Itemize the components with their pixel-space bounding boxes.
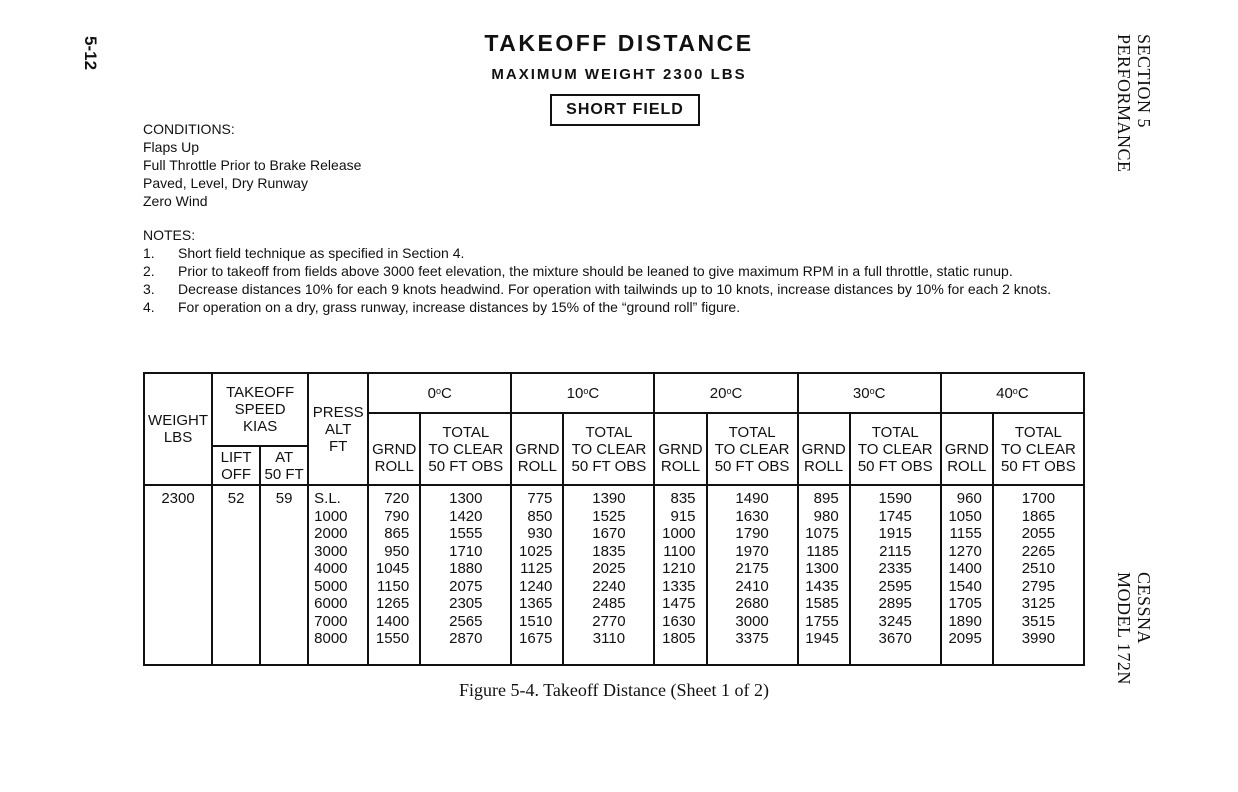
table-value: 1835 [592,542,626,560]
grnd-line1: GRND [372,440,417,458]
grnd-roll-40c-column [941,485,993,665]
temp-value: 30 [852,384,870,402]
table-value: 5000 [314,577,348,595]
table-value: 3110 [592,630,626,647]
table-value: 2565 [449,612,483,630]
temp-value: 0 [427,384,437,402]
table-value: 1915 [878,525,912,542]
field-type-box [550,94,700,126]
total-header [993,413,1084,485]
notes-list [143,244,1093,316]
note-number: 1. [143,245,155,261]
lift-off-speed-cell: 52 [212,485,260,665]
table-value: 895 [813,490,839,507]
grnd-line1: GRND [515,440,560,458]
table-value: 2680 [735,595,769,612]
table-value: 1400 [375,612,410,630]
total-line2: TO CLEAR [714,440,790,458]
table-value: 1745 [878,507,912,525]
table-value: 3125 [1021,595,1056,612]
section-subtitle: PERFORMANCE [1114,34,1134,173]
table-value: 3670 [878,630,912,647]
conditions-block [143,120,361,210]
speed-header-line3: KIAS [243,418,278,436]
total-line2: TO CLEAR [857,440,933,458]
notes-heading: NOTES: [143,227,196,243]
table-value: 1075 [805,525,839,542]
condition-item: Flaps Up [143,139,200,155]
note-item [143,244,1093,262]
table-value: S.L. [314,490,341,507]
table-value: 1670 [592,525,626,542]
table-value: 980 [813,507,839,525]
total-line3: 50 FT OBS [714,457,790,475]
table-value: 1540 [948,577,982,595]
table-value: 4000 [314,560,348,577]
takeoff-distance-table [143,372,1085,666]
table-value: 2410 [735,577,769,595]
speed-header-line2: SPEED [234,401,286,419]
temp-value: 20 [709,384,727,402]
total-line3: 50 FT OBS [571,457,647,475]
temp-header-20c [654,373,797,413]
field-type-label: SHORT FIELD [566,101,684,118]
grnd-roll-30c-column [798,485,850,665]
total-line3: 50 FT OBS [428,457,504,475]
table-value: 1420 [449,507,483,525]
weight-header-line2: LBS [163,429,193,446]
speed-header-line1: TAKEOFF [226,384,295,402]
note-text: Decrease distances 10% for each 9 knots headwind. For operation with tailwinds up to 10 knots, increase distances by 10% for each 2 knots. [178,281,1052,297]
table-value: 2795 [1021,577,1056,595]
temp-unit: C [731,384,743,402]
total-line2: TO CLEAR [428,440,504,458]
grnd-roll-0c-column [368,485,420,665]
total-line1: TOTAL [728,423,776,441]
total-20c-column [707,485,798,665]
table-value: 930 [527,525,553,542]
table-value: 2510 [1021,560,1056,577]
page-subtitle: MAXIMUM WEIGHT 2300 LBS [491,66,747,83]
table-value: 1555 [449,525,483,542]
table-value: 3990 [1021,630,1056,647]
total-line3: 50 FT OBS [857,457,933,475]
grnd-roll-header [511,413,563,485]
grnd-line2: ROLL [374,457,414,475]
lift-off-line1: LIFT [220,448,252,466]
total-line3: 50 FT OBS [1001,457,1076,475]
table-value: 1590 [878,490,912,507]
table-value: 2770 [592,612,626,630]
grnd-line2: ROLL [517,457,557,475]
grnd-roll-header [368,413,420,485]
table-value: 1550 [375,630,410,647]
condition-item: Zero Wind [143,193,208,209]
total-10c-column [563,485,654,665]
table-value: 865 [384,525,410,542]
total-line1: TOTAL [585,423,633,441]
total-header [707,413,798,485]
degree-symbol: o [583,385,589,396]
table-value: 1630 [662,612,696,630]
table-value: 7000 [314,612,348,630]
temp-header-40c [941,373,1084,413]
table-value: 2175 [735,560,769,577]
grnd-roll-10c-column [511,485,563,665]
total-line1: TOTAL [871,423,919,441]
section-title: SECTION 5 [1134,34,1154,128]
press-alt-line2: ALT [324,420,352,438]
at-50ft-line2: 50 FT [264,465,304,483]
grnd-line1: GRND [944,440,989,458]
table-value: 1125 [520,560,553,577]
manufacturer: CESSNA [1134,572,1154,645]
table-value: 2305 [449,595,483,612]
table-value: 3245 [878,612,912,630]
press-alt-line1: PRESS [312,403,364,421]
conditions-heading: CONDITIONS: [143,121,235,137]
weight-cell: 2300 [144,485,212,665]
degree-symbol: o [1012,385,1018,396]
press-alt-header [308,373,368,485]
table-value: 3000 [735,612,769,630]
table-value: 1100 [663,542,696,560]
table-value: 835 [670,490,696,507]
figure-caption: Figure 5-4. Takeoff Distance (Sheet 1 of 2) [459,680,769,700]
page-title: TAKEOFF DISTANCE [484,30,754,56]
table-value: 1675 [519,630,553,647]
table-value: 1585 [805,595,839,612]
table-value: 2335 [878,560,912,577]
table-value: 1755 [805,612,839,630]
table-value: 1890 [948,612,982,630]
table-value: 2485 [592,595,626,612]
table-value: 2095 [948,630,982,647]
total-header [850,413,941,485]
grnd-roll-header [654,413,706,485]
note-item [143,298,1093,316]
temp-unit: C [1017,384,1029,402]
total-line2: TO CLEAR [1001,440,1076,458]
table-value: 1300 [449,490,483,507]
temp-value: 40 [996,384,1013,402]
table-value: 8000 [314,630,348,647]
note-text: Prior to takeoff from fields above 3000 feet elevation, the mixture should be leaned to give maximum RPM in a full throttle, static runup. [178,263,1013,279]
temp-unit: C [441,384,452,402]
table-value: 1970 [735,542,769,560]
temp-header-0c [368,373,511,413]
at-50ft-header [260,446,308,485]
table-value: 1865 [1021,507,1056,525]
table-value: 850 [527,507,553,525]
temp-value: 10 [566,384,584,402]
table-value: 2055 [1021,525,1056,542]
table-value: 6000 [314,595,348,612]
page-number: 5-12 [81,36,100,71]
conditions-list [143,138,361,210]
aircraft-model: MODEL 172N [1114,572,1134,685]
grnd-line1: GRND [801,440,846,458]
condition-item: Full Throttle Prior to Brake Release [143,157,362,173]
temp-header-30c [798,373,941,413]
table-value: 1000 [314,507,348,525]
table-value: 1475 [662,595,696,612]
table-value: 3000 [314,542,348,560]
table-value: 1000 [662,525,696,542]
table-value: 3515 [1021,612,1056,630]
table-value: 720 [384,490,410,507]
press-alt-line3: FT [329,437,348,455]
table-value: 1790 [735,525,769,542]
lift-off-header [212,446,260,485]
degree-symbol: o [436,385,442,396]
degree-symbol: o [869,385,875,396]
grnd-line1: GRND [658,440,703,458]
degree-symbol: o [726,385,732,396]
table-value: 1880 [449,560,483,577]
table-value: 1365 [519,595,553,612]
note-number: 4. [143,299,155,315]
table-value: 1510 [519,612,553,630]
grnd-line2: ROLL [947,457,987,475]
total-header [420,413,511,485]
table-value: 1150 [376,577,410,595]
grnd-line2: ROLL [804,457,844,475]
table-value: 1705 [948,595,982,612]
table-value: 1045 [375,560,410,577]
table-value: 775 [527,490,553,507]
table-value: 1155 [949,525,982,542]
table-value: 1185 [806,542,839,560]
takeoff-speed-header [212,373,308,446]
total-line2: TO CLEAR [571,440,647,458]
table-value: 1435 [805,577,839,595]
table-value: 2595 [878,577,912,595]
table-value: 790 [384,507,410,525]
table-value: 2265 [1021,542,1056,560]
grnd-roll-20c-column [654,485,706,665]
model-header [1114,572,1154,685]
table-value: 1265 [375,595,410,612]
table-value: 1400 [948,560,982,577]
notes-block [143,226,1093,316]
table-value: 2895 [878,595,912,612]
at-50ft-speed-cell: 59 [260,485,308,665]
table-value: 2025 [592,560,626,577]
table-row [144,485,1084,665]
table-value: 950 [384,542,410,560]
table-value: 1210 [662,560,696,577]
table-value: 1335 [662,577,696,595]
table-value: 1525 [592,507,626,525]
table-value: 2870 [449,630,483,647]
table-value: 960 [956,490,982,507]
total-0c-column [420,485,511,665]
table-value: 1390 [592,490,626,507]
table-value: 1945 [805,630,839,647]
table-value: 915 [670,507,696,525]
table-value: 1025 [519,542,553,560]
temp-unit: C [874,384,886,402]
weight-header [144,373,212,485]
table-value: 1270 [948,542,982,560]
total-40c-column [993,485,1084,665]
table-value: 1240 [519,577,553,595]
table-value: 1700 [1021,490,1056,507]
grnd-line2: ROLL [660,457,701,475]
table-value: 2115 [879,542,912,560]
note-text: For operation on a dry, grass runway, increase distances by 15% of the “ground roll” figure. [178,299,741,315]
total-30c-column [850,485,941,665]
total-line1: TOTAL [1014,423,1062,441]
note-text: Short field technique as specified in Section 4. [178,245,465,261]
table-value: 1050 [948,507,982,525]
total-line1: TOTAL [442,423,490,441]
note-number: 3. [143,281,155,297]
table-value: 1805 [662,630,696,647]
temp-unit: C [588,384,600,402]
note-number: 2. [143,263,155,279]
altitude-column [308,485,368,665]
temp-header-10c [511,373,654,413]
table-value: 1490 [735,490,769,507]
table-value: 1300 [805,560,839,577]
table-value: 2000 [314,525,348,542]
table-value: 2240 [592,577,626,595]
table-value: 3375 [735,630,769,647]
table-value: 1630 [735,507,769,525]
grnd-roll-header [798,413,850,485]
weight-header-line1: WEIGHT [148,412,209,429]
total-header [563,413,654,485]
lift-off-line2: OFF [221,465,252,483]
note-item [143,262,1093,280]
grnd-roll-header [941,413,993,485]
table-value: 1710 [449,542,483,560]
table-value: 2075 [449,577,483,595]
at-50ft-line1: AT [275,448,294,466]
note-item [143,280,1093,298]
condition-item: Paved, Level, Dry Runway [143,175,308,191]
